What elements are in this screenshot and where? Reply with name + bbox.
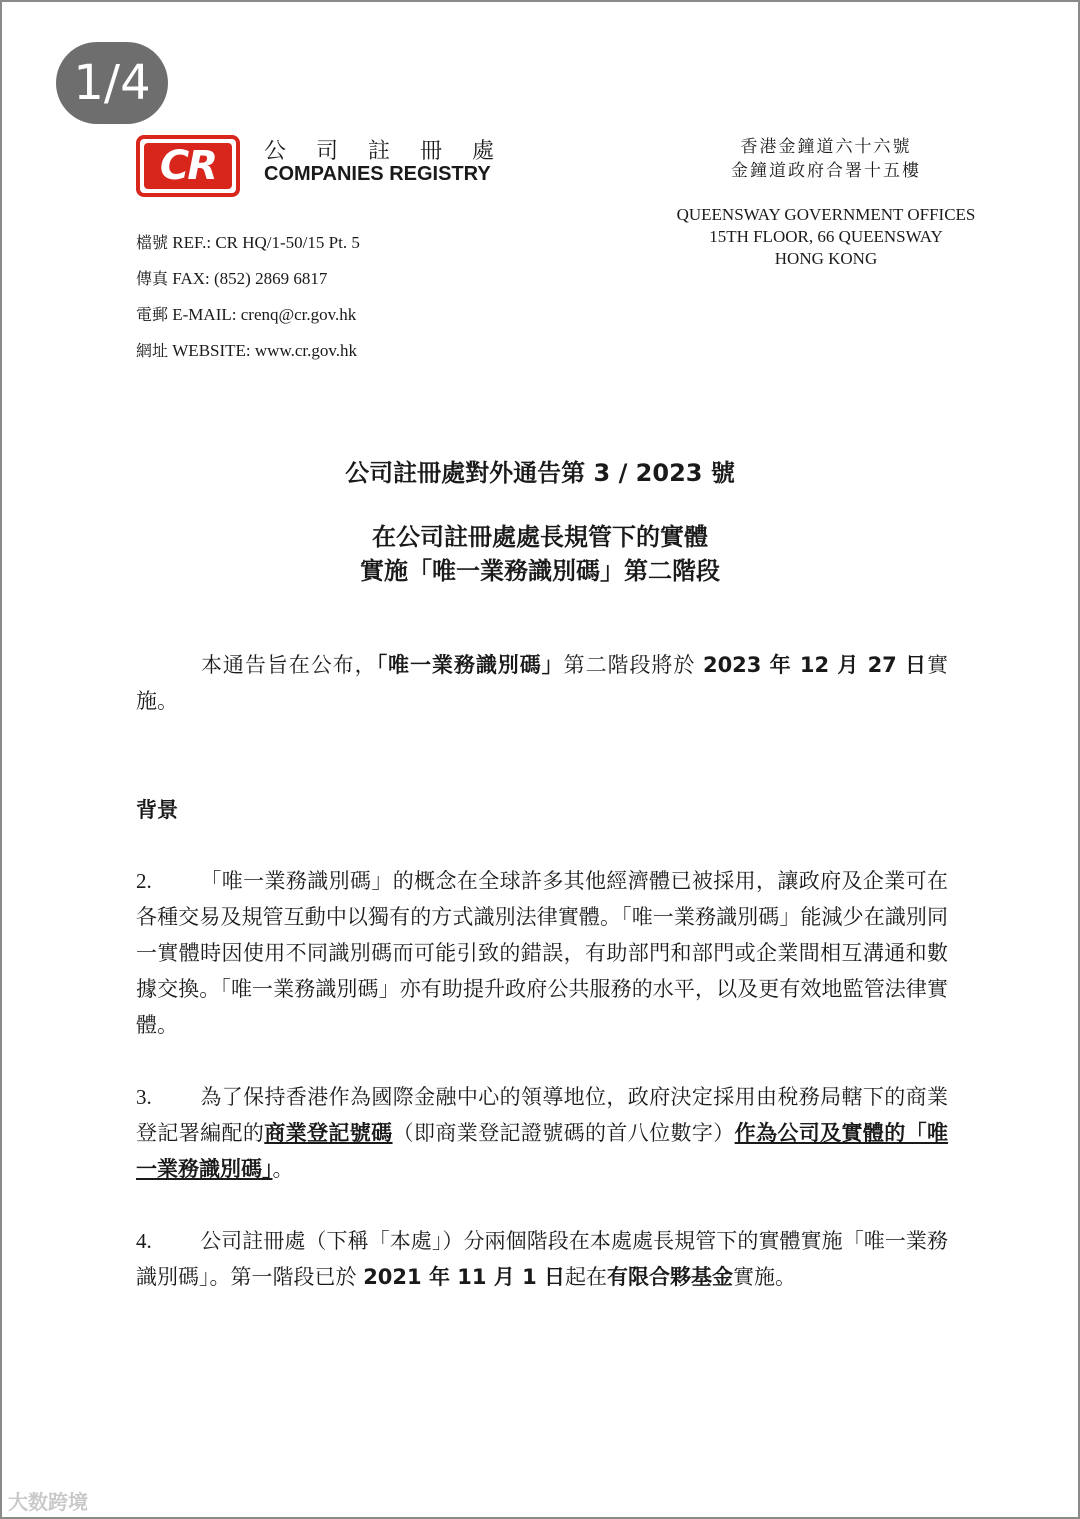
- intro-ubi-term: 「唯一業務識別碼」: [376, 653, 564, 677]
- watermark: 大数跨境: [8, 1490, 88, 1514]
- contact-label-en: FAX:: [172, 269, 210, 288]
- address-en-line: 15TH FLOOR, 66 QUEENSWAY: [709, 227, 943, 246]
- paragraph-number: 4.: [136, 1229, 152, 1253]
- paragraph-text: 。: [272, 1157, 294, 1181]
- contact-label-zh: 檔號: [136, 233, 169, 252]
- background-heading: 背景: [136, 798, 178, 822]
- paragraph-text: 為了保持香港作為國際金融中心的領導地位，政府決定採用由稅務局轄下的商業登記署編配的: [136, 1085, 948, 1145]
- paragraph-number: 3.: [136, 1085, 152, 1109]
- address-en-line: QUEENSWAY GOVERNMENT OFFICES: [676, 205, 976, 224]
- contact-email: [136, 302, 356, 325]
- contact-label-zh: 電郵: [136, 305, 169, 324]
- org-name-en: COMPANIES REGISTRY: [264, 163, 491, 185]
- notice-title-line1: 在公司註冊處處長規管下的實體: [372, 523, 708, 551]
- contact-label-zh: 傳真: [136, 269, 169, 288]
- contact-fax: [136, 266, 327, 289]
- contact-website: [136, 338, 357, 361]
- paragraph-text: （即商業登記證號碼的首八位數字）: [392, 1121, 735, 1145]
- contact-label-en: E-MAIL:: [172, 305, 237, 324]
- notice-number-title: 公司註冊處對外通告第 3 / 2023 號: [345, 459, 735, 487]
- br-number-term: 商業登記號碼: [264, 1121, 393, 1145]
- contact-label-en: REF.:: [172, 233, 212, 252]
- intro-text: 實施。: [136, 653, 949, 713]
- address-zh-line: 香港金鐘道六十六號: [740, 137, 912, 157]
- contact-value: CR HQ/1-50/15 Pt. 5: [215, 233, 360, 252]
- address-zh: [662, 135, 990, 183]
- address-en-line: HONG KONG: [774, 249, 878, 268]
- contact-value: www.cr.gov.hk: [254, 341, 358, 360]
- address-en: [662, 204, 990, 270]
- notice-title-line2: 實施「唯一業務識別碼」第二階段: [360, 557, 720, 585]
- org-name-zh: 公司註冊處: [264, 139, 525, 164]
- ubi-adoption-term: 作為公司及實體的「唯一業務識別碼」: [136, 1121, 949, 1181]
- lpf-term: 有限合夥基金: [607, 1265, 734, 1289]
- paragraph-3: [136, 1079, 948, 1187]
- contact-value: crenq@cr.gov.hk: [240, 305, 357, 324]
- paragraph-text: 起在: [565, 1265, 608, 1289]
- paragraph-4: [136, 1223, 948, 1295]
- paragraph-text: 實施。: [733, 1265, 797, 1289]
- contact-value: (852) 2869 6817: [214, 269, 328, 288]
- address-zh-line: 金鐘道政府合署十五樓: [731, 161, 921, 181]
- cr-logo-text: CR: [144, 143, 232, 189]
- paragraph-text: 「唯一業務識別碼」的概念在全球許多其他經濟體已被採用，讓政府及企業可在各種交易及規管互動中以獨有的方式識別法律實體。「唯一業務識別碼」能減少在識別同一實體時因使用不同識別碼而可能引致的錯誤，有助部門和部門或企業間相互溝通和數據交換。「唯一業務識別碼」亦有助提升政府公共服務的水平，以及更有效地監管法律實體。: [136, 869, 948, 1037]
- intro-date: 2023 年 12 月 27 日: [702, 653, 928, 677]
- phase1-date: 2021 年 11 月 1 日: [363, 1265, 566, 1289]
- paragraph-text: 公司註冊處（下稱「本處」）分兩個階段在本處處長規管下的實體實施「唯一業務識別碼」。第一階段已於: [136, 1229, 948, 1289]
- document-page: [2, 2, 1078, 1517]
- page-indicator: 1/4: [56, 42, 168, 124]
- intro-paragraph: [136, 647, 948, 719]
- paragraph-2: [136, 863, 948, 1043]
- cr-logo: [136, 135, 240, 197]
- contact-label-en: WEBSITE:: [172, 341, 251, 360]
- paragraph-number: 2.: [136, 869, 152, 893]
- intro-text: 第二階段將於: [563, 653, 703, 677]
- contact-label-zh: 網址: [136, 341, 169, 360]
- contact-ref: [136, 230, 360, 253]
- intro-text: 本通告旨在公布，: [200, 653, 377, 677]
